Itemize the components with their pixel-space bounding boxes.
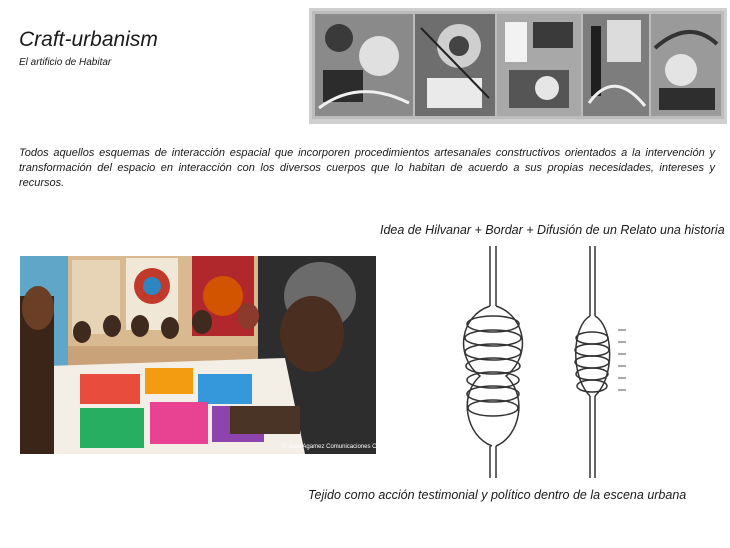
- photo-credit: © Joao Agamez Comunicaciones CMPR: [282, 444, 390, 450]
- mural-panel-center-left: [415, 14, 495, 116]
- workshop-photo: [20, 256, 390, 454]
- mural-panel-right: [651, 14, 721, 116]
- mural-panel-center-right: [583, 14, 649, 116]
- page-subtitle: El artificio de Habitar: [19, 57, 112, 68]
- measure-ticks: [618, 330, 626, 390]
- knot-illustration: [440, 246, 655, 478]
- mural-banner-image: [309, 8, 727, 124]
- description-paragraph: Todos aquellos esquemas de interacción espacial que incorporen procedimientos artesanales constructivos orientados a la intervención y transformación del espacio en interacción con los diversos cuerpos que lo habitan de acuerdo a sus propias necesidades, intereses y recursos.: [19, 147, 715, 189]
- idea-caption: Idea de Hilvanar + Bordar + Difusión de un Relato una historia: [380, 223, 725, 237]
- mural-panel-center: [497, 14, 581, 116]
- small-knot-drawing: [575, 246, 610, 478]
- testimonial-caption: Tejido como acción testimonial y político dentro de la escena urbana: [308, 488, 687, 502]
- page-title: Craft-urbanism: [19, 28, 158, 51]
- mural-panel-left: [315, 14, 413, 116]
- large-knot-drawing: [464, 246, 523, 478]
